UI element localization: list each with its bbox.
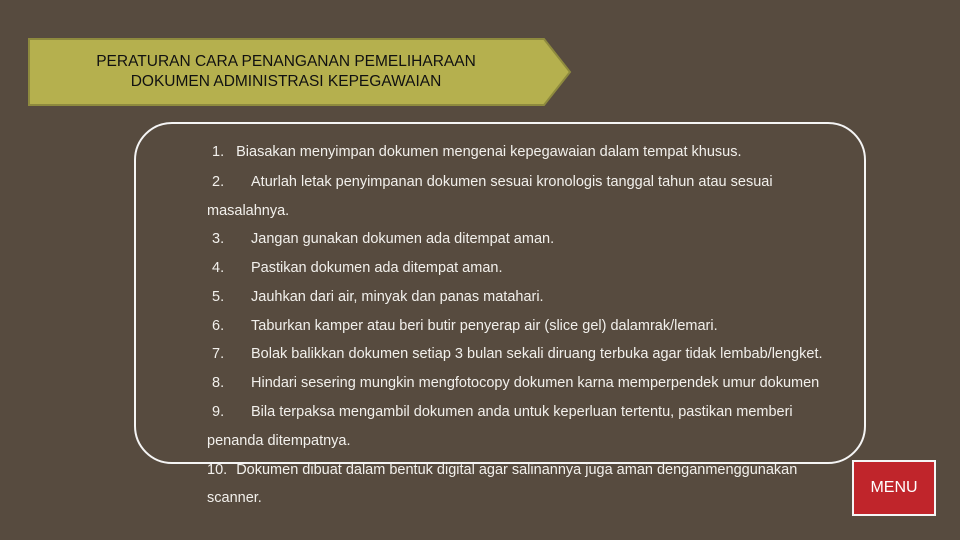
title-line-1: PERATURAN CARA PENANGANAN PEMELIHARAAN — [96, 53, 476, 70]
item-continuation: scanner. — [207, 490, 262, 506]
item-continuation: penanda ditempatnya. — [207, 433, 351, 449]
item-number: 5. — [212, 289, 225, 305]
item-text: Biasakan menyimpan dokumen mengenai kepegawaian dalam tempat khusus. — [236, 144, 742, 160]
item-number: 4. — [212, 260, 225, 276]
item-text: Dokumen dibuat dalam bentuk digital agar salinannya juga aman denganmenggunakan — [236, 462, 798, 478]
item-text: Pastikan dokumen ada ditempat aman. — [251, 260, 503, 276]
item-number: 3. — [212, 231, 225, 247]
item-number: 10. — [207, 462, 228, 478]
item-number: 8. — [212, 375, 225, 391]
list-item — [207, 462, 797, 478]
item-number: 6. — [212, 318, 225, 334]
title-line-2: DOKUMEN ADMINISTRASI KEPEGAWAIAN — [130, 73, 442, 90]
item-text: Bolak balikkan dokumen setiap 3 bulan sekali diruang terbuka agar tidak lembab/lengket. — [251, 346, 823, 362]
item-text: Jauhkan dari air, minyak dan panas matahari. — [251, 289, 544, 305]
item-number: 9. — [212, 404, 225, 420]
item-number: 7. — [212, 346, 225, 362]
item-number: 1. — [212, 144, 225, 160]
list-item — [212, 144, 742, 160]
item-text: Jangan gunakan dokumen ada ditempat aman. — [251, 231, 555, 247]
item-text: Hindari sesering mungkin mengfotocopy dokumen karna memperpendek umur dokumen — [251, 375, 820, 391]
item-text: Taburkan kamper atau beri butir penyerap air (slice gel) dalamrak/lemari. — [251, 318, 718, 334]
item-text: Bila terpaksa mengambil dokumen anda untuk keperluan tertentu, pastikan memberi — [251, 404, 793, 420]
item-number: 2. — [212, 174, 225, 190]
item-text: Aturlah letak penyimpanan dokumen sesuai kronologis tanggal tahun atau sesuai — [251, 174, 773, 190]
menu-button[interactable]: MENU — [852, 460, 936, 516]
item-continuation: masalahnya. — [207, 203, 290, 219]
